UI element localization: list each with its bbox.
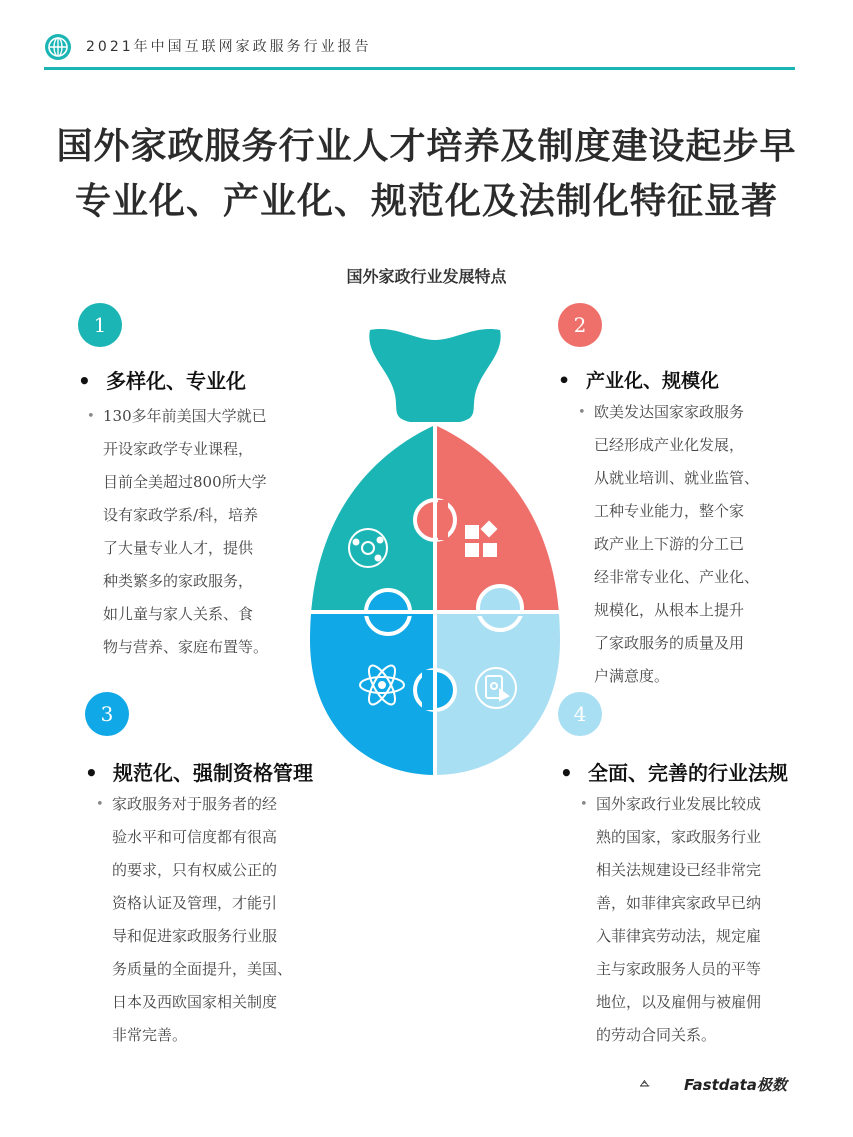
- puzzle-piece-1: [300, 410, 433, 610]
- paragraph-line: 如儿童与家人关系、食: [103, 605, 254, 623]
- puzzle-bag-illustration: [300, 310, 570, 780]
- bag-neck: [369, 329, 500, 422]
- heading-bullet: •: [558, 370, 571, 392]
- paragraph-bullet: •: [87, 409, 95, 424]
- section-body-2: [578, 396, 760, 693]
- heading-text: 产业化、规模化: [586, 370, 720, 392]
- paragraph-line: 日本及西欧国家相关制度: [112, 993, 278, 1011]
- paragraph-line: 入菲律宾劳动法，规定雇: [596, 927, 762, 945]
- section-subtitle: 国外家政行业发展特点: [346, 267, 507, 286]
- number-badge-4: 4: [558, 692, 602, 736]
- paragraph-line: 务质量的全面提升，美国、: [112, 960, 293, 978]
- paragraph-line: 了家政服务的质量及用: [594, 634, 745, 652]
- section-body-4: [580, 788, 762, 1052]
- paragraph-line: 相关法规建设已经非常完: [596, 861, 762, 879]
- paragraph-line: 从就业培训、就业监管、: [594, 469, 760, 487]
- paragraph-line: 物与营养、家庭布置等。: [103, 638, 269, 656]
- brand-logo-text: Fastdata极数: [684, 1076, 787, 1094]
- paragraph-line: 国外家政行业发展比较成: [596, 795, 762, 813]
- heading-text: 多样化、专业化: [106, 369, 246, 393]
- section-heading-3: [85, 757, 313, 786]
- page-title-line-1: 国外家政服务行业人才培养及制度建设起步早: [56, 126, 797, 167]
- paragraph-line: 家政服务对于服务者的经: [112, 795, 278, 813]
- section-body-1: [87, 400, 269, 664]
- header-divider: [44, 67, 795, 70]
- paragraph-line: 的劳动合同关系。: [596, 1026, 717, 1044]
- report-header: [0, 0, 853, 80]
- paragraph-line: 已经形成产业化发展，: [594, 436, 745, 454]
- globe-icon: [44, 33, 72, 61]
- paragraph-line: 经非常专业化、产业化、: [594, 568, 760, 586]
- paragraph-line: 户满意度。: [594, 667, 670, 685]
- paragraph-line: 熟的国家，家政服务行业: [596, 828, 762, 846]
- report-title: 2021年中国互联网家政服务行业报告: [86, 39, 372, 55]
- paragraph-line: 欧美发达国家家政服务: [594, 403, 745, 421]
- section-body-3: [96, 788, 293, 1052]
- number-badge-3: 3: [85, 692, 129, 736]
- paragraph-line: 了大量专业人才，提供: [103, 539, 254, 557]
- section-heading-1: [78, 365, 246, 394]
- section-heading-4: [560, 757, 788, 786]
- number-badge-2: 2: [558, 303, 602, 347]
- paragraph-line: 种类繁多的家政服务，: [103, 572, 254, 590]
- paragraph-line: 验水平和可信度都有很高: [112, 828, 278, 846]
- paragraph-line: 的要求，只有权威公正的: [112, 861, 278, 879]
- heading-bullet: •: [560, 761, 573, 785]
- paragraph-line: 资格认证及管理，才能引: [112, 894, 278, 912]
- heading-bullet: •: [85, 761, 98, 785]
- paragraph-bullet: •: [96, 797, 104, 812]
- heading-text: 全面、完善的行业法规: [588, 761, 788, 785]
- paragraph-bullet: •: [580, 797, 588, 812]
- paragraph-line: 开设家政学专业课程，: [103, 440, 254, 458]
- paragraph-line: 地位，以及雇佣与被雇佣: [596, 993, 762, 1011]
- puzzle-piece-3: [300, 614, 433, 780]
- paragraph-bullet: •: [578, 405, 586, 420]
- paragraph-line: 导和促进家政服务行业服: [112, 927, 278, 945]
- paragraph-line: 政产业上下游的分工已: [594, 535, 745, 553]
- paragraph-line: 设有家政学系/科，培养: [103, 506, 259, 524]
- paragraph-line: 非常完善。: [112, 1026, 188, 1044]
- paragraph-line: 130多年前美国大学就已: [103, 407, 267, 425]
- heading-bullet: •: [78, 369, 91, 393]
- page-title-line-2: 专业化、产业化、规范化及法制化特征显著: [74, 181, 778, 222]
- puzzle-piece-2: [437, 410, 570, 610]
- mountain-logo-icon: [640, 1068, 684, 1098]
- paragraph-line: 规模化，从根本上提升: [594, 601, 745, 619]
- paragraph-line: 工种专业能力，整个家: [594, 502, 745, 520]
- paragraph-line: 善，如菲律宾家政早已纳: [596, 894, 762, 912]
- paragraph-line: 主与家政服务人员的平等: [596, 960, 762, 978]
- paragraph-line: 目前全美超过800所大学: [103, 473, 267, 491]
- heading-text: 规范化、强制资格管理: [113, 761, 313, 785]
- section-heading-2: [558, 366, 719, 393]
- number-badge-1: 1: [78, 303, 122, 347]
